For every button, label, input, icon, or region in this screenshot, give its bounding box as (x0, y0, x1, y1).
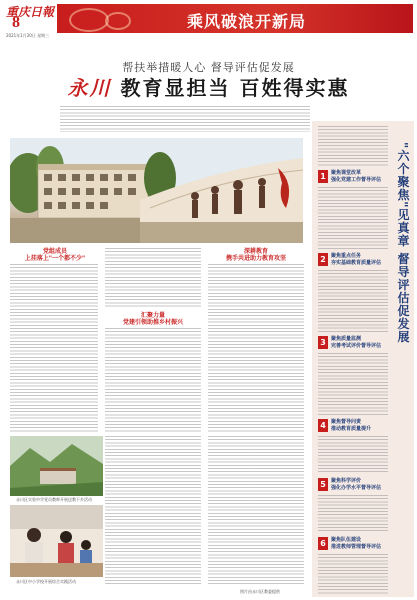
column-text-3 (208, 264, 304, 432)
school-mural-image (10, 138, 303, 243)
photo-landscape (10, 436, 103, 496)
classroom-image (10, 505, 103, 577)
photo-caption-2: 永川区中小学校开展综合实践活动 (16, 579, 76, 584)
headline-kicker: 帮扶举措暖人心 督导评估促发展 (122, 61, 295, 74)
column-text-2b (105, 328, 201, 432)
footer-credit: 图片由永川区教委提供 (240, 589, 280, 594)
sidebar-text-1 (318, 187, 388, 249)
sidebar-number-badge: 3 (318, 336, 328, 349)
section-heading-2: 汇聚力量 党建引领助推乡村振兴 (122, 312, 183, 326)
sidebar-item-title: 聚焦科学评价 强化办学水平督导评估 (331, 478, 382, 491)
column-text-2a (105, 248, 201, 308)
wave-ornament-icon (69, 8, 109, 32)
sidebar-intro-text (318, 126, 388, 166)
banner-title: 乘风破浪开新局 (187, 12, 307, 31)
headline-place: 永川 (67, 76, 112, 100)
photo-caption-1: 永川区实验中学党员教师开展送教下乡活动 (16, 497, 92, 502)
sidebar-item-title: 聚焦队伍建设 推进教师管理督导评估 (331, 537, 382, 550)
column-text-5 (208, 436, 304, 584)
column-text-1 (10, 264, 98, 432)
lead-photo (10, 138, 303, 243)
sidebar-number-badge: 6 (318, 537, 328, 550)
lead-paragraph (60, 106, 310, 132)
sidebar-item-title: 聚焦重点任务 夯实基础教育质量评估 (331, 253, 382, 266)
sidebar-text-5 (318, 495, 388, 533)
section-heading-1: 党组成员 上挂落上"一个都不少" (24, 248, 86, 262)
section-heading-3: 深耕教育 携手共进助力教育攻坚 (225, 248, 286, 262)
mountain-school-image (10, 436, 103, 496)
sidebar-vertical-title: "六个聚焦"见真章 督导评估促发展 (396, 142, 410, 344)
sidebar-number-badge: 1 (318, 170, 328, 183)
column-text-4 (105, 436, 201, 584)
sidebar-number-badge: 4 (318, 419, 328, 432)
photo-classroom (10, 505, 103, 577)
sidebar-text-3 (318, 353, 388, 415)
sidebar-item-title: 聚焦督导问责 推动教育质量提升 (331, 419, 372, 432)
headline-main (0, 72, 417, 101)
sidebar-text-4 (318, 436, 388, 474)
dateline: 2021年1月20日 星期三 (6, 33, 50, 38)
masthead (0, 0, 417, 40)
page-number: 8 (12, 14, 20, 31)
wave-ornament-icon (105, 12, 131, 30)
headline-text: 教育显担当 百姓得实惠 (120, 76, 350, 100)
sidebar-text-2 (318, 270, 388, 332)
sidebar-number-badge: 5 (318, 478, 328, 491)
newspaper-logo: 重庆日報 (6, 5, 55, 19)
sidebar-item-title: 聚焦课堂改革 强化党建工作督导评估 (331, 170, 382, 183)
sidebar-text-6 (318, 554, 388, 594)
sidebar-item-title: 聚焦质量监测 完善考试评价督导评估 (331, 336, 382, 349)
section-banner (57, 4, 413, 33)
sidebar-number-badge: 2 (318, 253, 328, 266)
